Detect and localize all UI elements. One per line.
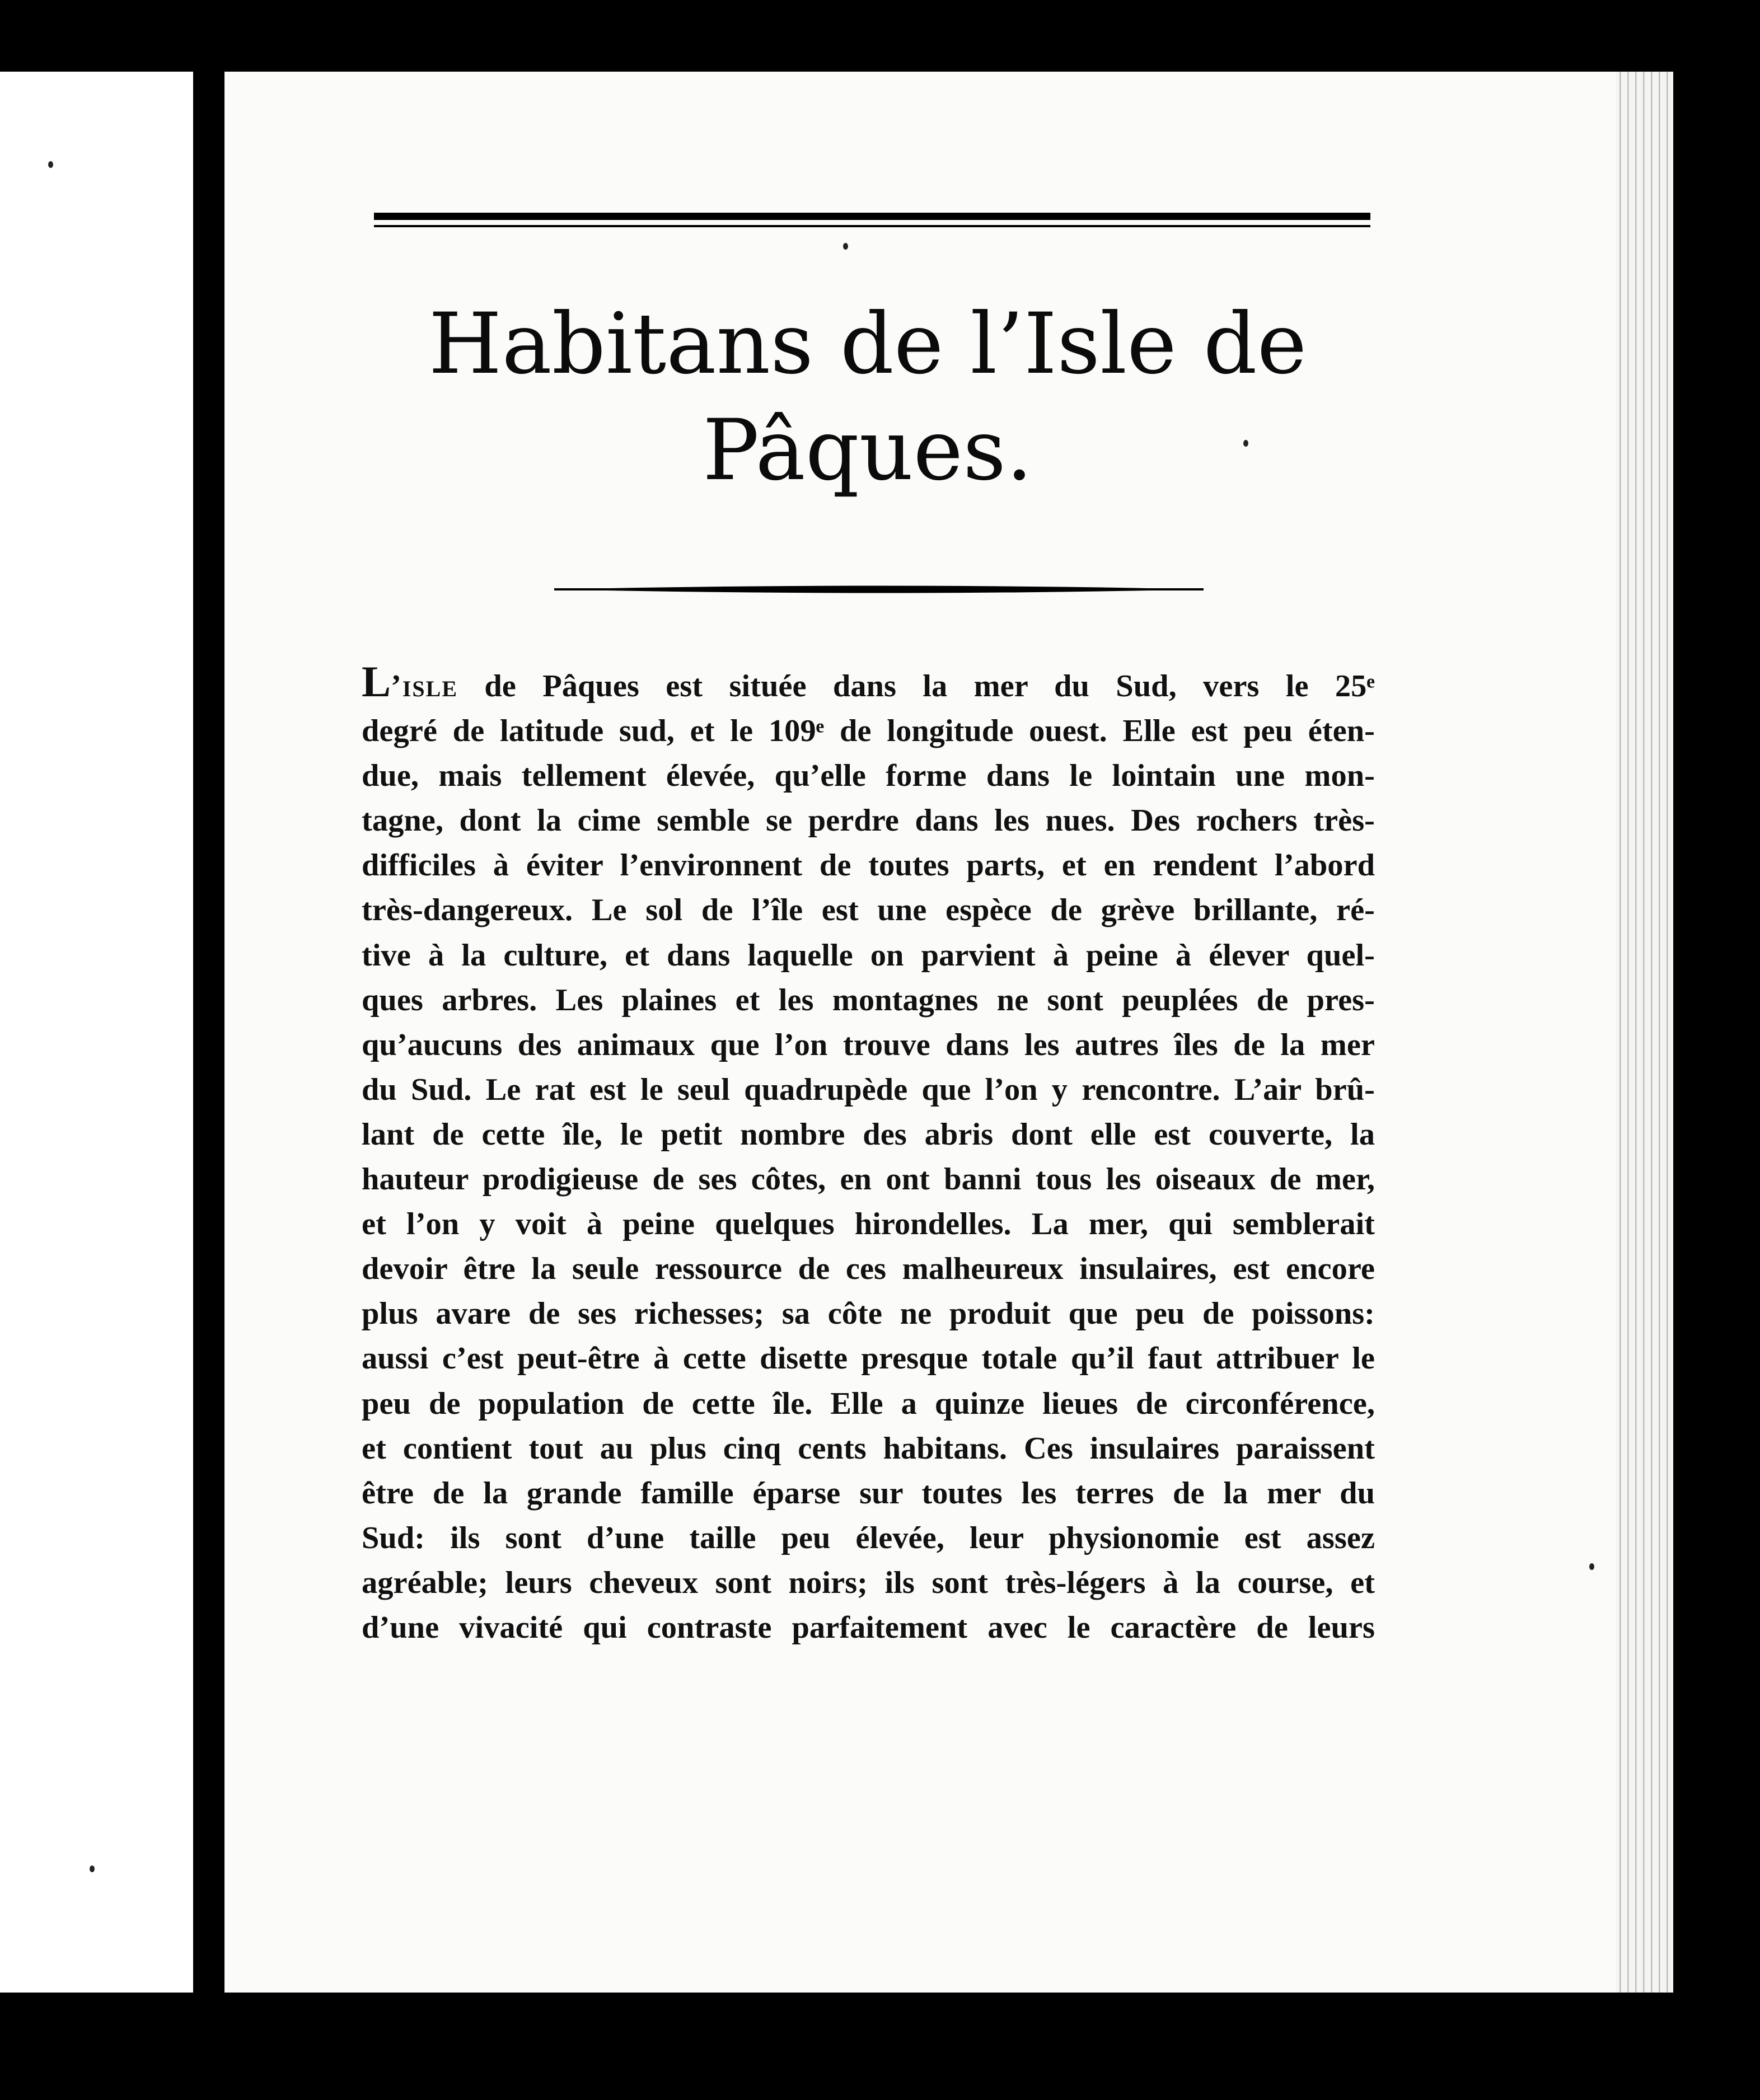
body-line: tive à la culture, et dans laquelle on parvient à peine à élever quel- bbox=[362, 937, 1375, 973]
body-line: être de la grande famille éparse sur toutes les terres de la mer du bbox=[362, 1475, 1375, 1511]
body-line: ques arbres. Les plaines et les montagnes ne sont peuplées de pres- bbox=[362, 982, 1375, 1018]
body-line-first bbox=[362, 657, 1375, 709]
body-line: très-dangereux. Le sol de l’île est une espèce de grève brillante, ré- bbox=[362, 893, 1375, 928]
scan-border-top bbox=[0, 0, 1760, 72]
page-stack-edge bbox=[1616, 72, 1673, 1993]
page-title bbox=[392, 291, 1344, 504]
first-word-smallcaps: ’isle bbox=[391, 669, 458, 704]
paper-speck bbox=[48, 161, 53, 168]
paper-speck bbox=[90, 1865, 95, 1872]
body-line: Sud: ils sont d’une taille peu élevée, leur physionomie est assez bbox=[362, 1520, 1375, 1555]
body-line: et contient tout au plus cinq cents habitans. Ces insulaires paraissent bbox=[362, 1431, 1375, 1466]
body-line: peu de population de cette île. Elle a quinze lieues de circonférence, bbox=[362, 1386, 1375, 1421]
header-rule-thin bbox=[374, 225, 1370, 227]
body-line: du Sud. Le rat est le seul quadrupède que l’on y rencontre. L’air brû- bbox=[362, 1072, 1375, 1107]
first-line-text: de Pâques est située dans la mer du Sud, vers le 25ᵉ bbox=[484, 669, 1375, 704]
body-line: et l’on y voit à peine quelques hirondelles. La mer, qui semblerait bbox=[362, 1207, 1375, 1242]
title-line-1: Habitans de l’Isle de bbox=[428, 296, 1307, 393]
body-line: tagne, dont la cime semble se perdre dans les nues. Des rochers très- bbox=[362, 803, 1375, 838]
header-double-rule bbox=[374, 213, 1370, 229]
body-line: agréable; leurs cheveux sont noirs; ils sont très-légers à la course, et bbox=[362, 1565, 1375, 1600]
body-line: degré de latitude sud, et le 109ᵉ de longitude ouest. Elle est peu éten- bbox=[362, 714, 1375, 749]
title-line-2: Pâques. bbox=[703, 402, 1033, 499]
body-line: devoir être la seule ressource de ces malheureux insulaires, est encore bbox=[362, 1251, 1375, 1287]
scan-border-bottom bbox=[0, 1993, 1760, 2100]
title-swell-rule bbox=[554, 582, 1204, 597]
drop-cap: L bbox=[362, 657, 391, 706]
book-gutter bbox=[193, 72, 224, 1993]
body-line: due, mais tellement élevée, qu’elle forme dans le lointain une mon- bbox=[362, 758, 1375, 794]
body-line: plus avare de ses richesses; sa côte ne produit que peu de poissons: bbox=[362, 1296, 1375, 1332]
paper-speck bbox=[1589, 1563, 1594, 1570]
paper-speck bbox=[843, 243, 848, 250]
header-rule-thick bbox=[374, 213, 1370, 220]
body-paragraph bbox=[362, 657, 1375, 1650]
body-line: qu’aucuns des animaux que l’on trouve dans les autres îles de la mer bbox=[362, 1027, 1375, 1062]
scan-border-right bbox=[1673, 72, 1760, 1993]
body-line: difficiles à éviter l’environnent de toutes parts, et en rendent l’abord bbox=[362, 848, 1375, 883]
body-line: hauteur prodigieuse de ses côtes, en ont banni tous les oiseaux de mer, bbox=[362, 1162, 1375, 1197]
body-line: d’une vivacité qui contraste parfaitement avec le caractère de leurs bbox=[362, 1610, 1375, 1645]
body-line: lant de cette île, le petit nombre des abris dont elle est couverte, la bbox=[362, 1117, 1375, 1152]
body-line: aussi c’est peut-être à cette disette presque totale qu’il faut attribuer le bbox=[362, 1341, 1375, 1376]
facing-page-edge bbox=[0, 72, 193, 1993]
